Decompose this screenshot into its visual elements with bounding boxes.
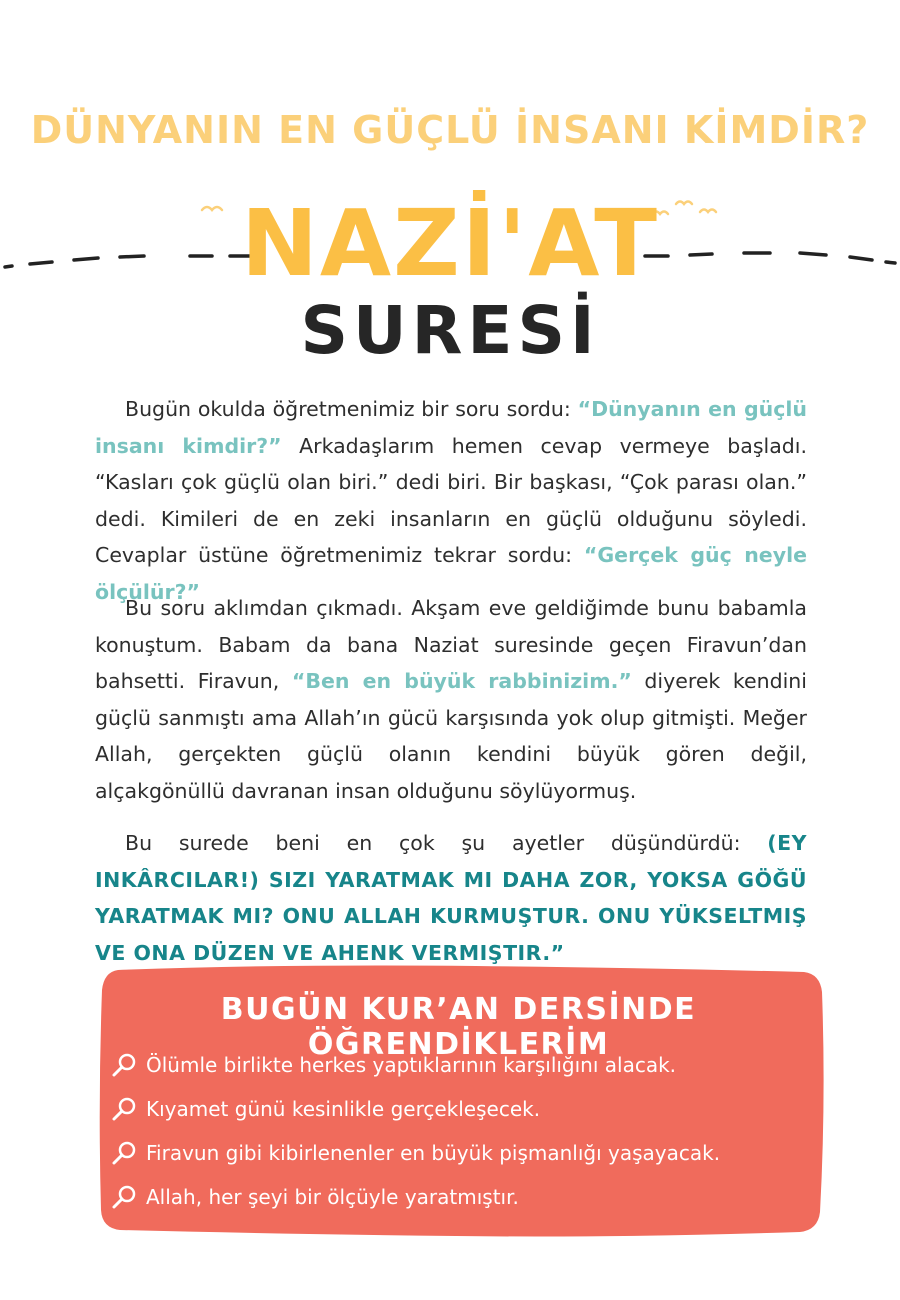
paragraph-2-text-a: Bu soru aklımdan çıkmadı. Akşam eve geldiğimde bunu babamla konuştum. Babam da bana Naziat suresinde geçen Firavun’dan bahsetti. Firavun, (95, 596, 807, 693)
paragraph-3 (95, 825, 807, 971)
magnifier-icon (110, 1095, 138, 1123)
paragraph-1-text-b: Arkadaşlarım hemen cevap vermeye başladı. “Kasları çok güçlü olan biri.” dedi biri. Bir başkası, “Çok parası olan.” dedi. Kimileri de en zeki insanların en güçlü olduğunu söyledi. Cevaplar üstüne öğretmenimiz tekrar sordu: (95, 433, 807, 567)
magnifier-icon (110, 1139, 138, 1167)
list-item (110, 1131, 810, 1175)
sura-name: NAZİ'AT (240, 190, 660, 297)
paragraph-1 (95, 391, 807, 610)
paragraph-2 (95, 590, 807, 809)
list-item-text: Firavun gibi kibirlenenler en büyük pişmanlığı yaşayacak. (146, 1141, 721, 1165)
ayet-quote: (EY INKÂRCILAR!) SIZI YARATMAK MI DAHA ZOR, YOKSA GÖĞÜ YARATMAK MI? ONU ALLAH KURMUŞTUR. ONU YÜKSELTMIŞ VE ONA DÜZEN VE AHENK VERMIŞTIR.” (95, 831, 807, 965)
quote-question: “Dünyanın en güçlü insanı kimdir?” (95, 397, 808, 458)
magnifier-icon (110, 1051, 138, 1079)
list-item-text: Kıyamet günü kesinlikle gerçekleşecek. (146, 1097, 541, 1121)
learned-box-title: BUGÜN KUR’AN DERSİNDE ÖĞRENDİKLERİM (220, 992, 697, 1062)
list-item (110, 1043, 810, 1087)
learned-list (110, 1043, 810, 1219)
paragraph-2-text-b: diyerek kendini güçlü sanmıştı ama Allah’ın gücü karşısında yok olup gitmişti. Meğer Allah, gerçekten güçlü olanın kendini büyük gören değil, alçakgönüllü davranan insan olduğunu söylüyormuş. (95, 669, 807, 803)
magnifier-icon (110, 1183, 138, 1211)
list-item (110, 1087, 810, 1131)
paragraph-1-text-a: Bugün okulda öğretmenimiz bir soru sordu: (125, 397, 578, 421)
list-item-text: Ölümle birlikte herkes yaptıklarının karşılığını alacak. (146, 1053, 677, 1077)
paragraph-3-text: Bu surede beni en çok şu ayetler düşündürdü: (125, 831, 768, 855)
list-item (110, 1175, 810, 1219)
top-question: DÜNYANIN EN GÜÇLÜ İNSANI KİMDİR? (30, 108, 870, 152)
list-item-text: Allah, her şeyi bir ölçüyle yaratmıştır. (146, 1185, 519, 1209)
quote-pharaoh: “Ben en büyük rabbinizim.” (291, 669, 632, 693)
sura-label: SURESİ (300, 292, 600, 369)
quote-real-power: “Gerçek güç neyle ölçülür?” (95, 543, 807, 604)
